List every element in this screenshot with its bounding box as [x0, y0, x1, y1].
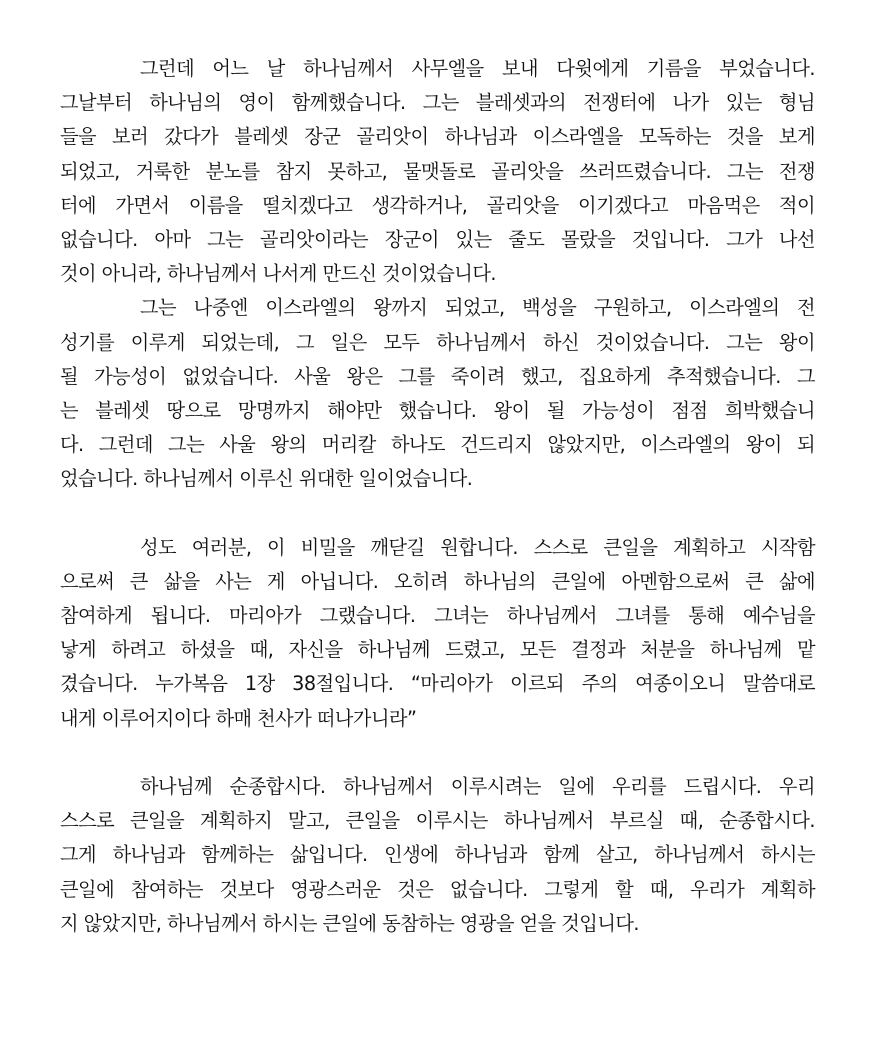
- paragraph-gap: [60, 496, 815, 530]
- text-line: 스스로 큰일을 계획하지 말고, 큰일을 이루시는 하나님께서 부르실 때, 순종합시다.: [60, 809, 815, 833]
- text-line: 성기를 이루게 되었는데, 그 일은 모두 하나님께서 하신 것이었습니다. 그는 왕이: [60, 330, 815, 354]
- text-line: 낳게 하려고 하셨을 때, 자신을 하나님께 드렸고, 모든 결정과 처분을 하나님께 맡: [60, 638, 815, 662]
- text-line: 될 가능성이 없었습니다. 사울 왕은 그를 죽이려 했고, 집요하게 추적했습니다. 그: [60, 364, 815, 388]
- text-line: 겼습니다. 누가복음 1장 38절입니다. “마리아가 이르되 주의 여종이오니 말씀대로: [60, 672, 815, 696]
- text-line: 것이 아니라, 하나님께서 나서게 만드신 것이었습니다.: [60, 262, 496, 286]
- text-line: 들을 보러 갔다가 블레셋 장군 골리앗이 하나님과 이스라엘을 모독하는 것을 보게: [60, 125, 815, 149]
- text-line: 다. 그런데 그는 사울 왕의 머리칼 하나도 건드리지 않았지만, 이스라엘의 왕이 되: [60, 433, 815, 457]
- text-line: 으로써 큰 삶을 사는 게 아닙니다. 오히려 하나님의 큰일에 아멘함으로써 큰 삶에: [60, 569, 815, 593]
- text-line: 참여하게 됩니다. 마리아가 그랬습니다. 그녀는 하나님께서 그녀를 통해 예수님을: [60, 604, 815, 627]
- paragraph-4: [60, 770, 815, 941]
- document-body: [60, 52, 815, 941]
- text-line: 지 않았지만, 하나님께서 하시는 큰일에 동참하는 영광을 얻을 것입니다.: [60, 911, 640, 935]
- text-line: 없습니다. 아마 그는 골리앗이라는 장군이 있는 줄도 몰랐을 것입니다. 그가 나선: [60, 227, 815, 251]
- text-line: 내게 이루어지이다 하매 천사가 떠나가니라”: [60, 706, 417, 730]
- paragraph-gap: [60, 736, 815, 770]
- text-line: 었습니다. 하나님께서 이루신 위대한 일이었습니다.: [60, 467, 473, 491]
- text-line: 큰일에 참여하는 것보다 영광스러운 것은 없습니다. 그렇게 할 때, 우리가 계획하: [60, 877, 815, 901]
- text-line: 하나님께 순종합시다. 하나님께서 이루시려는 일에 우리를 드립시다. 우리: [140, 774, 815, 798]
- text-line: 그게 하나님과 함께하는 삶입니다. 인생에 하나님과 함께 살고, 하나님께서 하시는: [60, 843, 815, 867]
- text-line: 터에 가면서 이름을 떨치겠다고 생각하거나, 골리앗을 이기겠다고 마음먹은 적이: [60, 193, 815, 217]
- text-line: 그런데 어느 날 하나님께서 사무엘을 보내 다윗에게 기름을 부었습니다.: [140, 57, 815, 80]
- text-line: 그날부터 하나님의 영이 함께했습니다. 그는 블레셋과의 전쟁터에 나가 있는 형님: [60, 91, 815, 115]
- text-line: 성도 여러분, 이 비밀을 깨닫길 원합니다. 스스로 큰일을 계획하고 시작함: [140, 535, 815, 559]
- paragraph-3: [60, 531, 815, 736]
- paragraph-1: [60, 52, 815, 291]
- text-line: 는 블레셋 땅으로 망명까지 해야만 했습니다. 왕이 될 가능성이 점점 희박했습니: [60, 398, 815, 422]
- text-line: 그는 나중엔 이스라엘의 왕까지 되었고, 백성을 구원하고, 이스라엘의 전: [140, 296, 815, 320]
- paragraph-2: [60, 291, 815, 496]
- text-line: 되었고, 거룩한 분노를 참지 못하고, 물맷돌로 골리앗을 쓰러뜨렸습니다. 그는 전쟁: [60, 159, 815, 183]
